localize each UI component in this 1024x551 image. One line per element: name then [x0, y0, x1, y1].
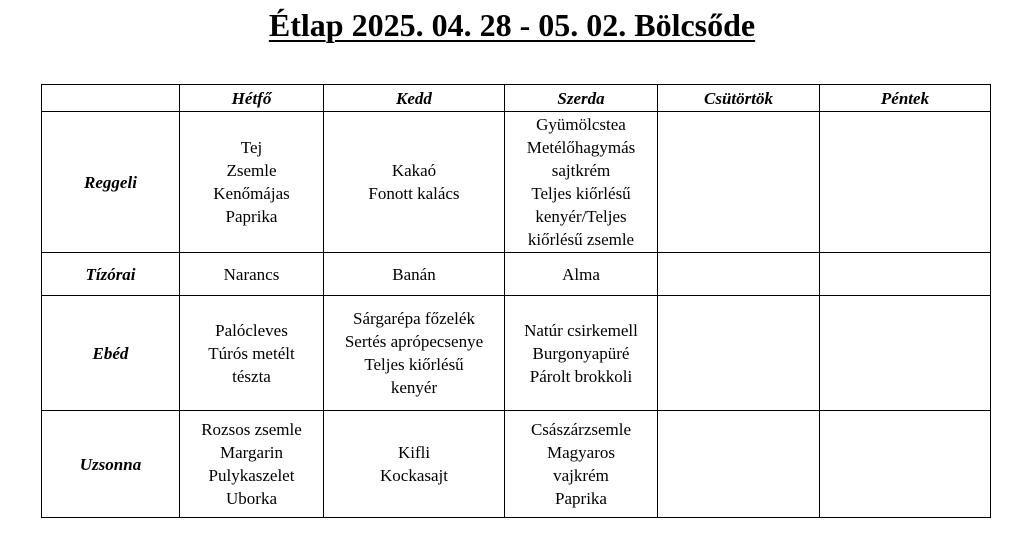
menu-cell-tuesday: [324, 253, 505, 296]
menu-item: Margarin: [220, 443, 283, 462]
menu-item: vajkrém: [553, 466, 609, 485]
menu-cell-thursday: [658, 296, 820, 411]
menu-item: Metélőhagymás: [526, 138, 636, 157]
menu-cell-friday: [820, 253, 991, 296]
menu-item: Rozsos zsemle: [201, 420, 302, 439]
menu-cell-wednesday: [505, 296, 658, 411]
menu-item: Zsemle: [226, 161, 277, 180]
meal-name: Tízórai: [42, 253, 180, 296]
menu-item: Alma: [562, 264, 600, 284]
menu-item: Narancs: [223, 264, 280, 284]
menu-item: Császárzsemle: [530, 420, 632, 439]
menu-cell-tuesday: [324, 411, 505, 518]
menu-cell-thursday: [658, 112, 820, 253]
menu-cell-wednesday: [505, 411, 658, 518]
corner-cell: [42, 85, 180, 112]
meal-row: [42, 253, 991, 296]
day-header-tuesday: Kedd: [324, 85, 505, 112]
page-title: Étlap 2025. 04. 28 - 05. 02. Bölcsőde: [268, 7, 756, 43]
menu-cell-wednesday: [505, 253, 658, 296]
menu-cell-friday: [820, 296, 991, 411]
menu-cell-thursday: [658, 253, 820, 296]
menu-item: Sárgarépa főzelék: [353, 309, 475, 328]
day-header-friday: Péntek: [820, 85, 991, 112]
day-header-thursday: Csütörtök: [658, 85, 820, 112]
header-row: [42, 85, 991, 112]
meal-name: Ebéd: [42, 296, 180, 411]
menu-item: Natúr csirkemell: [524, 320, 638, 340]
menu-cell-thursday: [658, 411, 820, 518]
menu-item: Teljes kiőrlésű: [531, 184, 631, 203]
menu-item: Kifli: [397, 443, 431, 462]
menu-cell-tuesday: [324, 296, 505, 411]
menu-item: Fonott kalács: [368, 184, 460, 203]
menu-cell-monday: [180, 411, 324, 518]
meal-row: [42, 411, 991, 518]
menu-item: Paprika: [555, 489, 607, 508]
menu-item: Kakaó: [391, 161, 437, 180]
menu-item: kiőrlésű zsemle: [527, 230, 635, 249]
menu-item: Burgonyapüré: [532, 343, 630, 363]
menu-item: kenyér/Teljes: [535, 207, 627, 226]
menu-item: kenyér: [390, 378, 438, 397]
meal-row: [42, 112, 991, 253]
menu-item: Uborka: [226, 489, 277, 508]
menu-cell-friday: [820, 411, 991, 518]
menu-item: Kenőmájas: [213, 184, 290, 203]
menu-cell-monday: [180, 296, 324, 411]
menu-item: Teljes kiőrlésű: [364, 355, 464, 374]
meal-name: Reggeli: [42, 112, 180, 253]
menu-item: Paprika: [225, 207, 278, 226]
day-header-wednesday: Szerda: [505, 85, 658, 112]
menu-item: Banán: [392, 264, 436, 284]
menu-item: Gyümölcstea: [536, 115, 626, 134]
menu-cell-monday: [180, 112, 324, 253]
meal-row: [42, 296, 991, 411]
menu-item: Palócleves: [215, 320, 288, 340]
menu-item: Túrós metélt: [208, 343, 295, 363]
meal-name: Uzsonna: [42, 411, 180, 518]
menu-item: Párolt brokkoli: [529, 366, 633, 386]
menu-item: Pulykaszelet: [208, 466, 295, 485]
menu-item: Tej: [240, 138, 263, 157]
menu-item: Magyaros: [547, 443, 615, 462]
menu-item: sajtkrém: [551, 161, 611, 180]
menu-cell-wednesday: [505, 112, 658, 253]
menu-item: Kockasajt: [380, 466, 448, 485]
menu-cell-tuesday: [324, 112, 505, 253]
menu-item: tészta: [232, 366, 271, 386]
menu-cell-monday: [180, 253, 324, 296]
day-header-monday: Hétfő: [180, 85, 324, 112]
menu-item: Sertés aprópecsenye: [344, 332, 484, 351]
menu-table: [41, 84, 991, 518]
menu-cell-friday: [820, 112, 991, 253]
